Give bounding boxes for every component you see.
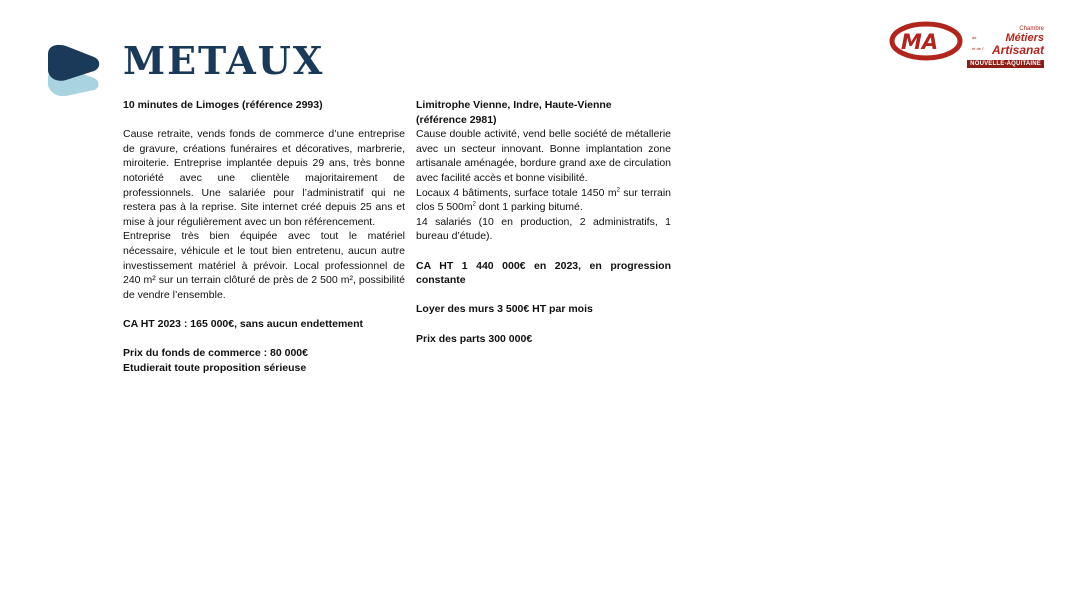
listing-left-offer-note: Etudierait toute proposition sérieuse	[123, 361, 307, 374]
listing-right-reference: (référence 2981)	[416, 113, 497, 126]
page-title: METAUX	[123, 38, 325, 83]
listing-right-heading: Limitrophe Vienne, Indre, Haute-Vienne	[416, 99, 612, 111]
listing-right-share-price: Prix des parts 300 000€	[416, 332, 533, 345]
listing-right-staff: 14 salariés (10 en production, 2 administratifs, 1 bureau d’étude).	[416, 215, 671, 243]
listing-left-price: Prix du fonds de commerce : 80 000€	[123, 347, 308, 360]
listing-right-description: Cause double activité, vend belle société de métallerie avec un secteur innovant. Bonne implantation zone artisanale aménagée, bordure grand axe de circulation avec facilité accès et bonne visibilité.	[416, 128, 671, 184]
listing-left	[123, 98, 405, 375]
cma-logo-mark	[888, 20, 968, 62]
logo-region-badge: NOUVELLE-AQUITAINE	[967, 60, 1044, 68]
logo-artisanat: Artisanat	[991, 43, 1044, 57]
cma-logo	[888, 20, 1048, 72]
listing-right-revenue: CA HT 1 440 000€ en 2023, en progression constante	[416, 259, 671, 287]
logo-et-de: et de l'	[972, 46, 984, 51]
logo-de: de	[972, 35, 977, 40]
listing-right-premises: Locaux 4 bâtiments, surface totale 1450 $m^2$ sur terrain clos 5 $500m^2$ dont 1 parking bitumé.	[416, 186, 671, 214]
listing-right	[416, 98, 671, 346]
logo-metiers: Métiers	[1005, 32, 1044, 44]
listing-left-heading: 10 minutes de Limoges (référence 2993)	[123, 99, 323, 111]
listing-left-revenue: CA HT 2023 : 165 000€, sans aucun endettement	[123, 317, 364, 330]
listing-right-rent: Loyer des murs 3 500€ HT par mois	[416, 303, 593, 316]
logo-chambre: Chambre	[1019, 26, 1044, 32]
decorative-arrow-shape	[44, 44, 104, 96]
listing-left-equipment: Entreprise très bien équipée avec tout le matériel nécessaire, véhicule et le tout bien entretenu, aucun autre investissement matériel à prévoir. Local professionnel de 240 m² sur un terrain clôturé de près de 2 500 m², possibilité de vendre l’ensemble.	[123, 230, 405, 301]
svg-text:MA: MA	[901, 30, 939, 54]
listing-left-description: Cause retraite, vends fonds de commerce d’une entreprise de gravure, créations funéraires et décoratives, marbrerie, miroiterie. Entreprise implantée depuis 29 ans, très bonne notoriété avec une clientèle majoritairement de professionnels. Une salariée pour l’administratif qui ne restera pas à la reprise. Site internet créé depuis 25 ans et mise à jour régulièrement avec un bon référencement.	[123, 128, 405, 228]
